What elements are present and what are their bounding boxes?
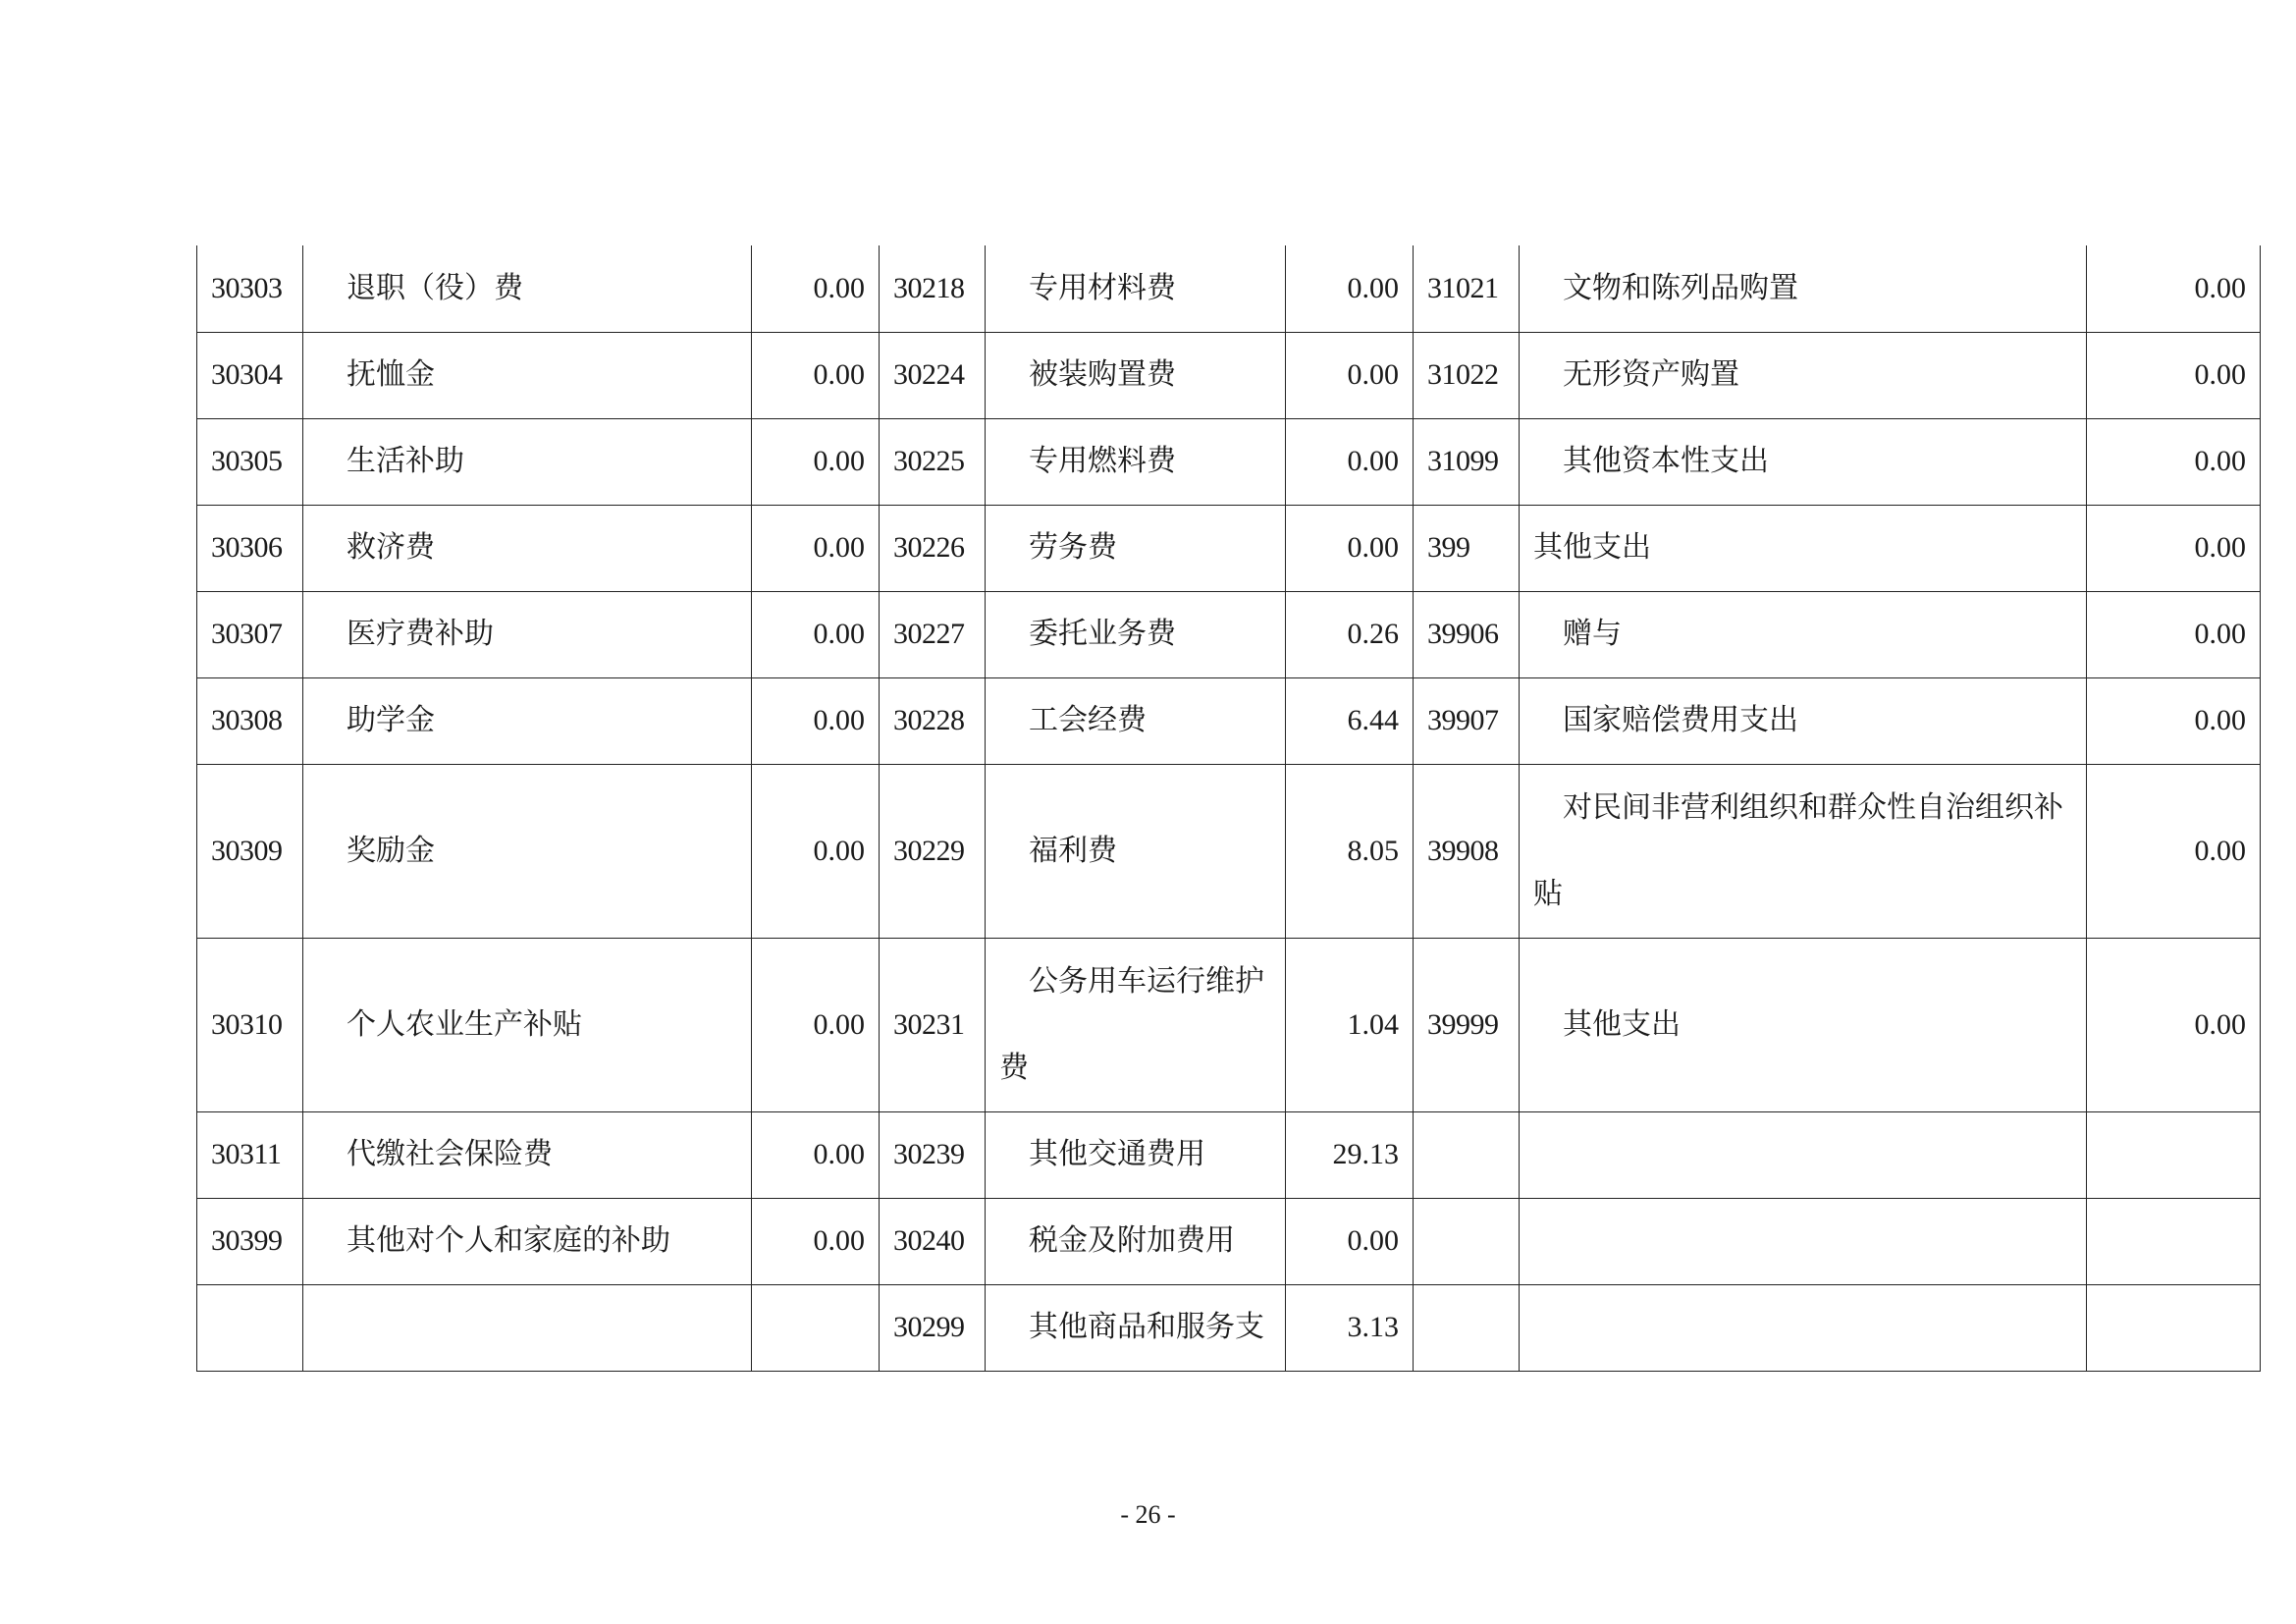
econ-code: 39907 — [1414, 677, 1520, 764]
econ-code: 31022 — [1414, 332, 1520, 418]
item-name: 抚恤金 — [303, 332, 752, 418]
amount: 6.44 — [1286, 677, 1414, 764]
item-name: 奖励金 — [303, 764, 752, 938]
item-name: 国家赔偿费用支出 — [1520, 677, 2087, 764]
item-name: 助学金 — [303, 677, 752, 764]
econ-code: 30299 — [880, 1284, 986, 1371]
econ-code — [1414, 1284, 1520, 1371]
item-name: 文物和陈列品购置 — [1520, 245, 2087, 332]
amount: 0.00 — [752, 1111, 880, 1198]
amount: 0.00 — [1286, 332, 1414, 418]
table-row — [197, 764, 2261, 938]
item-name: 福利费 — [986, 764, 1286, 938]
item-name: 无形资产购置 — [1520, 332, 2087, 418]
item-name — [1520, 1284, 2087, 1371]
table-row — [197, 418, 2261, 505]
econ-code: 399 — [1414, 505, 1520, 591]
amount: 0.00 — [752, 764, 880, 938]
amount — [2087, 1284, 2261, 1371]
page-number: - 26 - — [1120, 1500, 1176, 1529]
table-row — [197, 1111, 2261, 1198]
econ-code: 39999 — [1414, 938, 1520, 1111]
item-name: 公务用车运行维护费 — [986, 938, 1286, 1111]
econ-code: 30218 — [880, 245, 986, 332]
amount: 3.13 — [1286, 1284, 1414, 1371]
table-row — [197, 591, 2261, 677]
econ-code: 30309 — [197, 764, 303, 938]
table-row — [197, 1198, 2261, 1284]
econ-code: 30303 — [197, 245, 303, 332]
econ-code: 39906 — [1414, 591, 1520, 677]
amount: 0.00 — [1286, 245, 1414, 332]
econ-code: 30229 — [880, 764, 986, 938]
amount: 0.00 — [752, 418, 880, 505]
table-row — [197, 1284, 2261, 1371]
amount: 0.00 — [752, 245, 880, 332]
item-name: 其他支出 — [1520, 938, 2087, 1111]
econ-code: 30225 — [880, 418, 986, 505]
table-row — [197, 245, 2261, 332]
item-name: 赠与 — [1520, 591, 2087, 677]
econ-code: 30304 — [197, 332, 303, 418]
item-name: 生活补助 — [303, 418, 752, 505]
econ-code: 30226 — [880, 505, 986, 591]
econ-code: 30227 — [880, 591, 986, 677]
item-name — [1520, 1111, 2087, 1198]
item-name: 救济费 — [303, 505, 752, 591]
item-name: 医疗费补助 — [303, 591, 752, 677]
item-name: 工会经费 — [986, 677, 1286, 764]
econ-code: 30228 — [880, 677, 986, 764]
amount: 0.00 — [752, 332, 880, 418]
table-row — [197, 677, 2261, 764]
item-name: 委托业务费 — [986, 591, 1286, 677]
amount: 0.00 — [2087, 245, 2261, 332]
item-name: 其他对个人和家庭的补助 — [303, 1198, 752, 1284]
item-name: 个人农业生产补贴 — [303, 938, 752, 1111]
amount: 0.00 — [2087, 505, 2261, 591]
item-name: 其他支出 — [1520, 505, 2087, 591]
amount: 0.00 — [2087, 332, 2261, 418]
budget-table — [196, 245, 2261, 1372]
item-name: 其他资本性支出 — [1520, 418, 2087, 505]
amount — [752, 1284, 880, 1371]
item-name: 专用燃料费 — [986, 418, 1286, 505]
table-row — [197, 332, 2261, 418]
amount: 0.00 — [1286, 1198, 1414, 1284]
item-name — [303, 1284, 752, 1371]
table-body — [197, 245, 2261, 1371]
table-row — [197, 938, 2261, 1111]
amount — [2087, 1111, 2261, 1198]
amount: 0.00 — [752, 938, 880, 1111]
econ-code: 30307 — [197, 591, 303, 677]
amount: 0.00 — [1286, 505, 1414, 591]
amount: 29.13 — [1286, 1111, 1414, 1198]
econ-code: 30305 — [197, 418, 303, 505]
amount: 0.00 — [2087, 938, 2261, 1111]
item-name: 专用材料费 — [986, 245, 1286, 332]
econ-code: 30224 — [880, 332, 986, 418]
amount: 8.05 — [1286, 764, 1414, 938]
econ-code: 31099 — [1414, 418, 1520, 505]
amount: 0.00 — [2087, 418, 2261, 505]
econ-code — [1414, 1198, 1520, 1284]
amount: 1.04 — [1286, 938, 1414, 1111]
econ-code: 30240 — [880, 1198, 986, 1284]
econ-code: 39908 — [1414, 764, 1520, 938]
item-name: 劳务费 — [986, 505, 1286, 591]
amount: 0.00 — [752, 591, 880, 677]
amount: 0.00 — [2087, 677, 2261, 764]
econ-code: 30399 — [197, 1198, 303, 1284]
amount: 0.00 — [2087, 764, 2261, 938]
econ-code: 30306 — [197, 505, 303, 591]
econ-code: 30308 — [197, 677, 303, 764]
econ-code — [197, 1284, 303, 1371]
amount: 0.00 — [752, 1198, 880, 1284]
item-name: 其他交通费用 — [986, 1111, 1286, 1198]
amount: 0.00 — [1286, 418, 1414, 505]
item-name — [1520, 1198, 2087, 1284]
item-name: 退职（役）费 — [303, 245, 752, 332]
amount: 0.00 — [752, 505, 880, 591]
amount: 0.26 — [1286, 591, 1414, 677]
econ-code — [1414, 1111, 1520, 1198]
amount: 0.00 — [752, 677, 880, 764]
econ-code: 30231 — [880, 938, 986, 1111]
item-name: 税金及附加费用 — [986, 1198, 1286, 1284]
item-name: 被装购置费 — [986, 332, 1286, 418]
econ-code: 30311 — [197, 1111, 303, 1198]
econ-code: 30239 — [880, 1111, 986, 1198]
item-name: 对民间非营利组织和群众性自治组织补贴 — [1520, 764, 2087, 938]
econ-code: 31021 — [1414, 245, 1520, 332]
table-row — [197, 505, 2261, 591]
amount — [2087, 1198, 2261, 1284]
amount: 0.00 — [2087, 591, 2261, 677]
item-name: 其他商品和服务支 — [986, 1284, 1286, 1371]
econ-code: 30310 — [197, 938, 303, 1111]
item-name: 代缴社会保险费 — [303, 1111, 752, 1198]
